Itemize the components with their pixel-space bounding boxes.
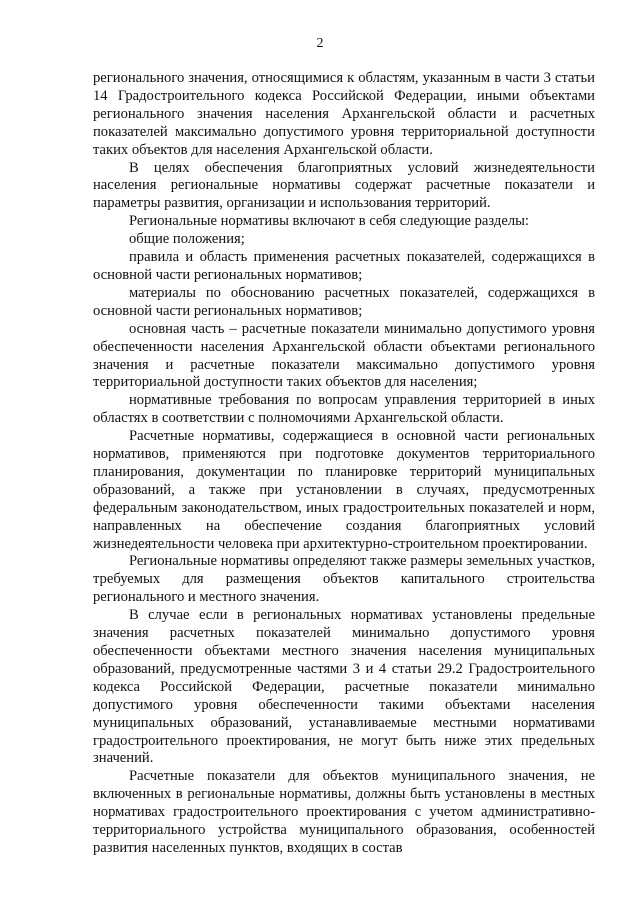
paragraph-11: В случае если в региональных нормативах установлены предельные значения расчетных показателей минимально допустимого уровня обеспеченности объектами местного значения населения муниципальных образований, предусмотренные частями 3 и 4 статьи 29.2 Градостроительного кодекса Российской Федерации, расчетные показатели минимально допустимого уровня обеспеченности такими объектами населения муниципальных образований, устанавливаемые местными нормативами градостроительного проектирования, не могут быть ниже этих предельных значений. [93, 607, 595, 767]
list-item-rules: правила и область применения расчетных показателей, содержащихся в основной части региональных нормативов; [93, 249, 595, 283]
list-item-main-part: основная часть – расчетные показатели минимально допустимого уровня обеспеченности населения Архангельской области объектами регионального значения и расчетные показатели максимально допустимого уровня территориальной доступности таких объектов для населения; [93, 320, 595, 391]
paragraph-2: В целях обеспечения благоприятных условий жизнедеятельности населения региональные нормативы содержат расчетные показатели и параметры развития, организации и использования территорий. [93, 159, 595, 212]
paragraph-3: Региональные нормативы включают в себя следующие разделы: [129, 213, 529, 230]
document-body [93, 70, 595, 858]
list-item-requirements: нормативные требования по вопросам управления территорией в иных областях в соответствии с полномочиями Архангельской области. [93, 392, 595, 427]
paragraph-10: Региональные нормативы определяют также размеры земельных участков, требуемых для размещения объектов капитального строительства регионального и местного значения. [93, 553, 595, 606]
paragraph-1: регионального значения, относящимися к областям, указанным в части 3 статьи 14 Градостроительного кодекса Российской Федерации, иными объектами регионального значения населения Архангельской области и расчетных показателей максимально допустимого уровня территориальной доступности таких объектов для населения Архангельской области. [93, 70, 595, 158]
paragraph-9: Расчетные нормативы, содержащиеся в основной части региональных нормативов, применяются при подготовке документов территориального планирования, документации по планировке территорий муниципальных образований, а также при установлении в случаях, предусмотренных федеральным законодательством, иных градостроительных показателей и норм, направленных на обеспечение создания благоприятных условий жизнедеятельности человека при архитектурно-строительном проектировании. [93, 428, 595, 552]
list-item-general: общие положения; [129, 231, 245, 248]
list-item-materials: материалы по обоснованию расчетных показателей, содержащихся в основной части региональных нормативов; [93, 284, 595, 319]
page-number: 2 [316, 36, 324, 51]
paragraph-12: Расчетные показатели для объектов муниципального значения, не включенных в региональные нормативы, должны быть установлены в местных нормативах градостроительного проектирования с учетом административно-территориального устройства муниципального образования, особенностей развития населенных пунктов, входящих в состав [93, 768, 595, 856]
